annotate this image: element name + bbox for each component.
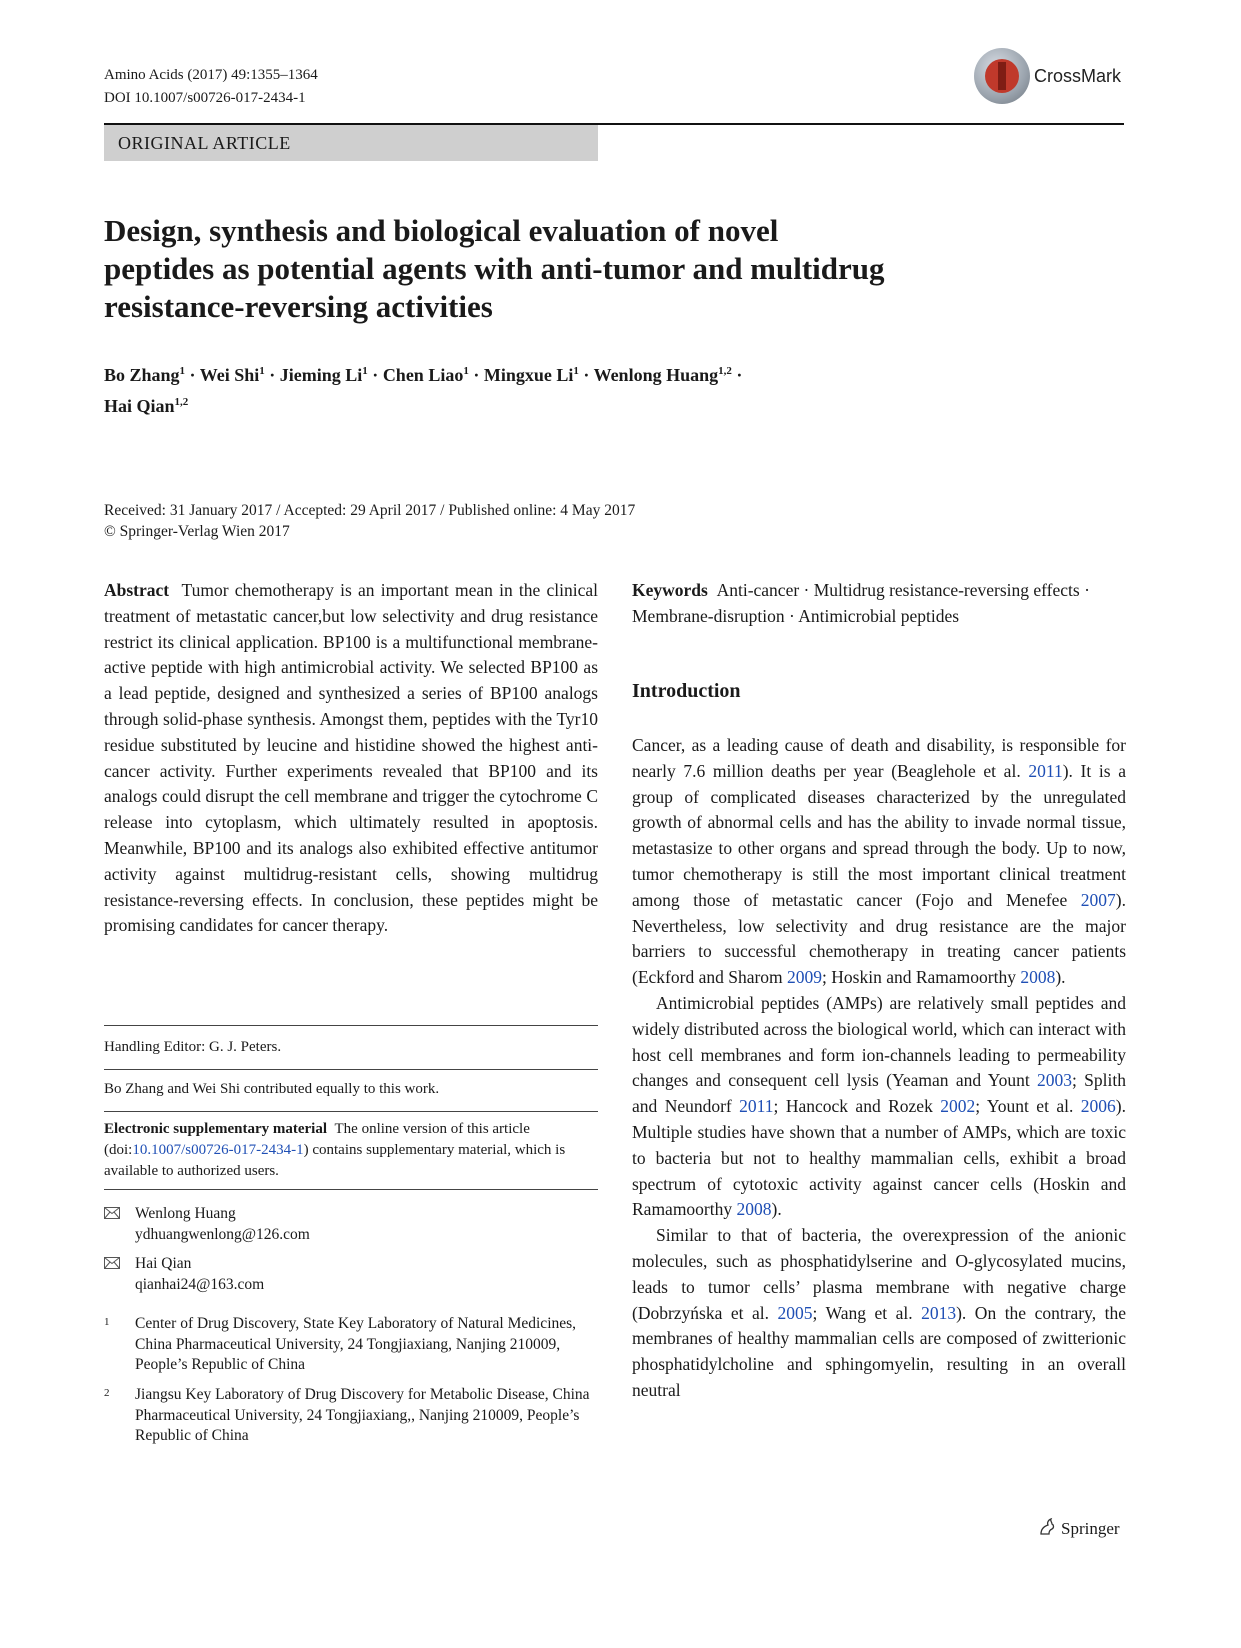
affiliation-text: Jiangsu Key Laboratory of Drug Discovery for Metabolic Disease, China Pharmaceutical University, 24 Tongjiaxiang,, Nanjing 210009, People’s Republic of China: [135, 1386, 590, 1444]
paragraph-text: ; Splith and Neundorf: [632, 1070, 1127, 1117]
abstract: [104, 578, 598, 939]
author: Chen Liao$^1$: [382, 365, 469, 385]
author: Wei Shi$^1$: [199, 365, 265, 385]
affiliation-number: 1: [104, 1316, 110, 1328]
author: Hai Qian$^{1,2}$: [104, 396, 189, 416]
contact-entry: [104, 1203, 598, 1245]
affiliation-number: 2: [104, 1387, 110, 1399]
contact-email[interactable]: ydhuangwenlong@126.com: [135, 1226, 310, 1243]
contact-entry: [104, 1253, 598, 1295]
keywords-text: Anti-cancer · Multidrug resistance-reversing effects · Membrane-disruption · Antimicrobial peptides: [632, 580, 1090, 626]
footnote-rule: [104, 1069, 598, 1070]
abstract-label: Abstract: [104, 580, 170, 600]
esm-label: Electronic supplementary material: [104, 1121, 328, 1137]
citation-year-link[interactable]: 2007: [1080, 889, 1116, 910]
citation-year-link[interactable]: 2008: [736, 1199, 772, 1220]
citation-year-link[interactable]: 2005: [777, 1302, 813, 1323]
crossmark-label: CrossMark: [1034, 66, 1122, 86]
title-line-2: peptides as potential agents with anti-tumor and multidrug: [104, 251, 885, 286]
intro-paragraph-2: [632, 991, 1126, 1223]
journal-citation: Amino Acids (2017) 49:1355–1364: [104, 67, 318, 83]
paragraph-text: ).: [1055, 967, 1066, 988]
paragraph-text: ). Nevertheless, low selectivity and drug resistance are the major barriers to successful chemotherapy in treating cancer patients (Eckford and Sharom: [632, 889, 1126, 988]
footnote-rule: [104, 1025, 598, 1026]
introduction-body: [632, 733, 1126, 1404]
title-line-3: resistance-reversing activities: [104, 289, 493, 324]
paragraph-text: ). On the contrary, the membranes of healthy mammalian cells are composed of zwitterionic phosphatidylcholine and sphingomyelin, resulting in an overall neutral: [632, 1302, 1126, 1400]
abstract-text: Tumor chemotherapy is an important mean in the clinical treatment of metastatic cancer,but low selectivity and drug resistance restrict its clinical application. BP100 is a multifunctional membrane-active peptide with high antimicrobial activity. We selected BP100 as a lead peptide, designed and synthesized a series of BP100 analogs through solid-phase synthesis. Amongst them, peptides with the Tyr10 residue substituted by leucine and histidine showed the highest anti-cancer activity. Further experiments revealed that BP100 and its analogs could disrupt the cell membrane and trigger the cytochrome C release into cytoplasm, which ultimately resulted in apoptosis. Meanwhile, BP100 and its analogs also exhibited effective antitumor activity against multidrug-resistant cells, showing multidrug resistance-reversing effects. In conclusion, these peptides might be promising candidates for cancer therapy.: [104, 580, 598, 936]
affiliation-text: Center of Drug Discovery, State Key Laboratory of Natural Medicines, China Pharmaceutical University, 24 Tongjiaxiang, Nanjing 210009, People’s Republic of China: [135, 1315, 577, 1373]
publisher-logo: [1037, 1517, 1120, 1539]
keywords: [632, 578, 1126, 630]
crossmark-badge[interactable]: [974, 48, 1124, 110]
contact-name: Wenlong Huang: [135, 1205, 236, 1222]
citation-year-link[interactable]: 2008: [1020, 967, 1056, 988]
doi-line: DOI 10.1007/s00726-017-2434-1: [104, 90, 306, 106]
paragraph-text: ). It is a group of complicated diseases characterized by the unregulated growth of abnormal cells and has the ability to invade normal tissue, metastasize to other organs and spread through the body. Up to now, tumor chemotherapy is still the most important clinical treatment among those of metastatic cancer (Fojo and Menefee: [632, 760, 1126, 910]
article-type-band: ORIGINAL ARTICLE: [104, 125, 598, 161]
citation-year-link[interactable]: 2011: [1028, 760, 1063, 781]
contact-name: Hai Qian: [135, 1255, 192, 1272]
paragraph-text: Cancer, as a leading cause of death and disability, is responsible for nearly 7.6 million deaths per year (Beaglehole et al.: [632, 735, 1126, 781]
footnote-rule: [104, 1111, 598, 1112]
intro-paragraph-3: [632, 1223, 1126, 1404]
envelope-icon: [104, 1207, 120, 1219]
title-line-1: Design, synthesis and biological evaluation of novel: [104, 213, 779, 248]
received-accepted-line: Received: 31 January 2017 / Accepted: 29 April 2017 / Published online: 4 May 2017: [104, 502, 636, 519]
paragraph-text: ; Yount et al.: [975, 1096, 1081, 1117]
citation-year-link[interactable]: 2011: [739, 1096, 774, 1117]
keywords-label: Keywords: [632, 580, 708, 600]
paragraph-text: ). Multiple studies have shown that a number of AMPs, which are toxic to bacteria but not to healthy mammalian cells, exhibit a broad spectrum of cytotoxic activity against cancer cells (Hoskin and Ramamoorthy: [632, 1096, 1126, 1220]
citation-year-link[interactable]: 2009: [787, 967, 823, 988]
citation-year-link[interactable]: 2003: [1037, 1070, 1073, 1091]
paragraph-text: Antimicrobial peptides (AMPs) are relatively small peptides and widely distributed across the biological world, which can interact with host cell membranes and form ion-channels leading to permeability changes and consequent cell lysis (Yeaman and Yount: [632, 992, 1126, 1091]
paragraph-text: Similar to that of bacteria, the overexpression of the anionic molecules, such as phosphatidylserine and O-glycosylated mucins, leads to tumor cells’ plasma membrane with negative charge (Dobrzyńska et al.: [632, 1225, 1126, 1323]
footnote-rule: [104, 1189, 598, 1190]
publication-dates: [104, 500, 635, 542]
contact-email[interactable]: qianhai24@163.com: [135, 1276, 265, 1293]
copyright-line: © Springer-Verlag Wien 2017: [104, 523, 290, 540]
author-list: Bo Zhang$^1$ · Wei Shi$^1$ · Jieming $Li^1$ · Chen Liao$^1$ · Mingxue $Li^1$ · Wenlong Huang$^{1,2}$ · Hai Qian$^{1,2}$: [104, 365, 743, 416]
contribution-note: Bo Zhang and Wei Shi contributed equally to this work.: [104, 1081, 440, 1097]
article-title: [104, 212, 964, 326]
paragraph-text: ; Hoskin and Ramamoorthy: [822, 967, 1021, 988]
citation-year-link[interactable]: 2013: [921, 1302, 957, 1323]
publisher-name: Springer: [1061, 1519, 1120, 1538]
citation-year-link[interactable]: 2006: [1080, 1096, 1116, 1117]
paragraph-text: ; Wang et al.: [812, 1302, 922, 1323]
affiliation: [104, 1385, 598, 1447]
handling-editor-note: Handling Editor: G. J. Peters.: [104, 1039, 282, 1055]
section-heading-introduction: Introduction: [632, 680, 741, 702]
journal-info: [104, 64, 318, 110]
crossmark-icon: [974, 48, 1030, 104]
esm-doi-link[interactable]: 10.1007/s00726-017-2434-1: [132, 1142, 304, 1158]
author: Jieming Li$^1$: [279, 365, 368, 385]
envelope-icon: [104, 1257, 120, 1269]
citation-year-link[interactable]: 2002: [940, 1096, 976, 1117]
author: Wenlong Huang$^{1,2}$: [593, 365, 732, 385]
affiliation: [104, 1314, 598, 1376]
author: Bo Zhang$^1$: [104, 365, 186, 385]
intro-paragraph-1: [632, 733, 1126, 991]
springer-horse-icon: [1037, 1517, 1057, 1537]
supplementary-note: Electronic supplementary material The online version of this article (doi:10.1007/s00726-017-2434-1) contains supplementary material, which is available to authorized users.: [104, 1121, 566, 1179]
paragraph-text: ; Hancock and Rozek: [773, 1096, 941, 1117]
paragraph-text: ).: [771, 1199, 782, 1220]
author: Mingxue Li$^1$: [483, 365, 579, 385]
